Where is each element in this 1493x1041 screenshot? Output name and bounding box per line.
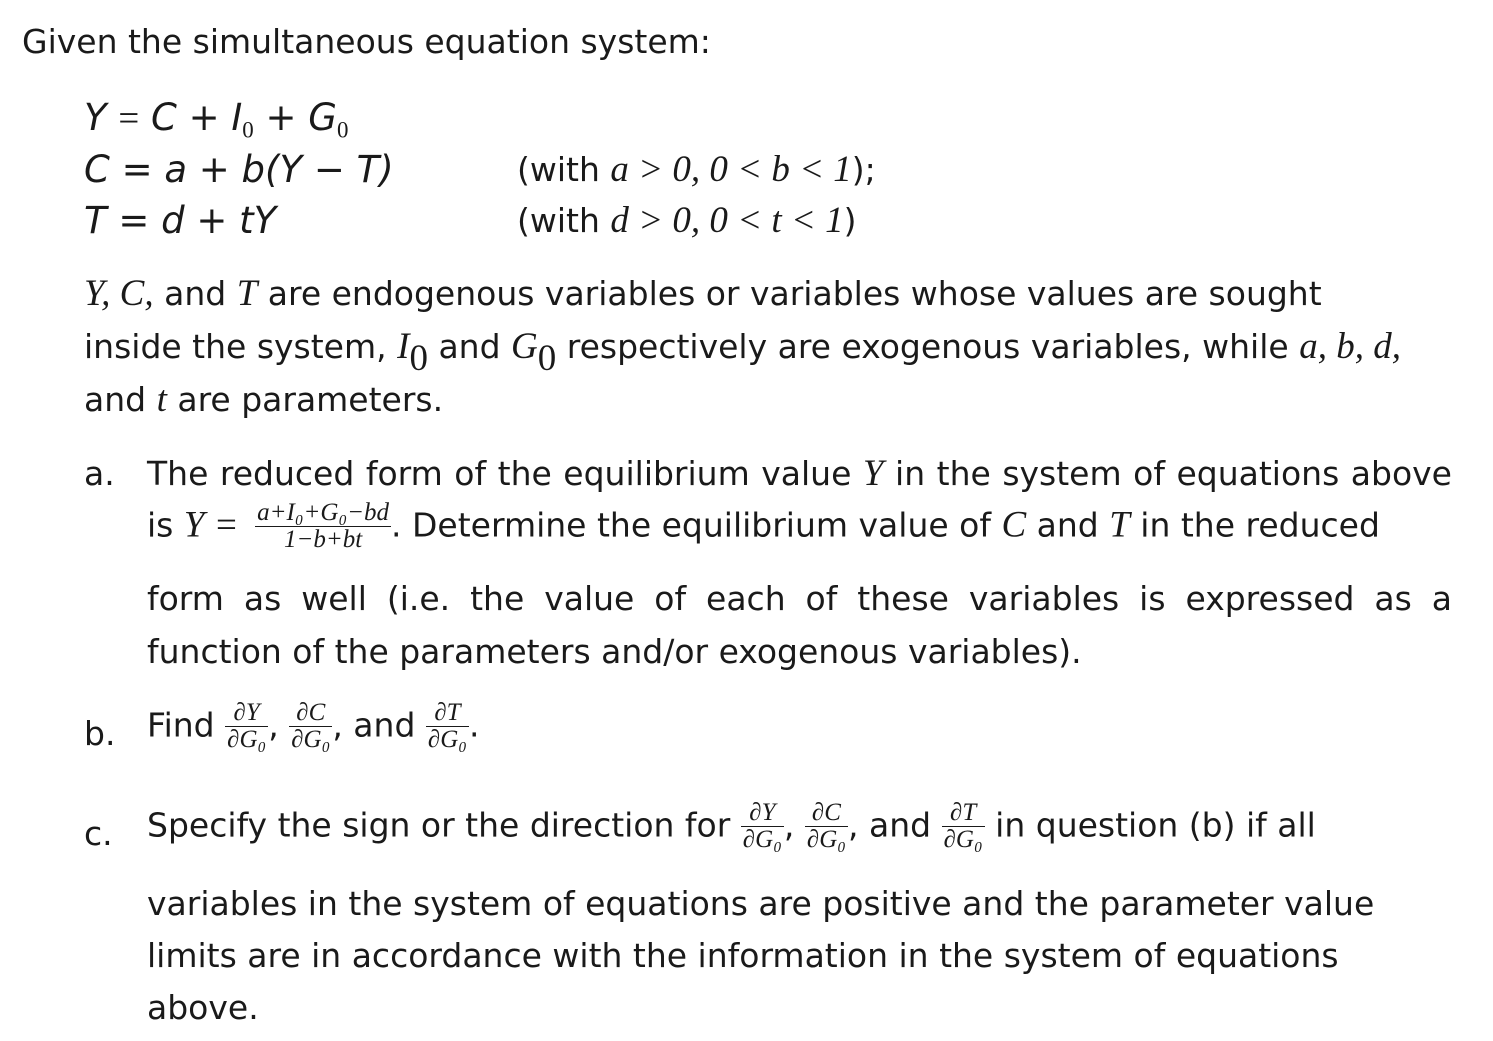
question-c-line-2: variables in the system of equations are positive and the parameter value <box>147 884 1375 923</box>
derivative-c-g0-c: $\frac{\partial C}{\text{∂G₀}}$ <box>806 799 846 854</box>
question-a-line-4: function of the parameters and/or exogenous variables). <box>147 632 1082 671</box>
question-c-line-4: above. <box>147 988 259 1027</box>
question-c-line-3: limits are in accordance with the information in the system of equations <box>147 936 1339 975</box>
description-line-3: and t are parameters. <box>84 379 444 420</box>
question-c-line-1: Specify the sign or the direction for $\frac{\partial Y}{\text{∂G₀}}$ , $\frac{\partial C}{\text{∂G₀}}$ , and $\frac{\partial T}{\text{∂G₀}}$ in question (b) if all <box>147 799 1316 854</box>
intro-text: Given the simultaneous equation system: <box>22 22 711 61</box>
derivative-t-g0-c: $\frac{\partial T}{\text{∂G₀}}$ <box>943 799 983 854</box>
equation-2-condition: (with a > 0, 0 < b < 1); <box>517 149 876 190</box>
equation-3-condition: (with d > 0, 0 < t < 1) <box>517 200 857 241</box>
equation-1: $Y = C + I_0 + G_0$ <box>84 96 349 143</box>
description-line-2: inside the system, $I_0$ and $G_0$ respectively are exogenous variables, while a, b, d, <box>84 326 1401 379</box>
question-a-line-3: form as well (i.e. the value of each of these variables is expressed as a <box>147 579 1452 618</box>
question-b-text: Find $\frac{\partial Y}{\text{∂G₀}}$ , $\frac{\partial C}{\text{∂G₀}}$ , and $\frac{\partial T}{\text{∂G₀}}$ . <box>147 699 480 754</box>
question-a-label: a. <box>84 454 115 493</box>
equation-3: T = d + tY <box>84 199 277 242</box>
question-b-label: b. <box>84 714 116 753</box>
reduced-form-fraction: $\frac{\text{a+I₀+G₀−bd}}{1-b+bt}$ <box>257 499 390 554</box>
description-line-1: Y, C, and T are endogenous variables or variables whose values are sought <box>84 273 1322 314</box>
derivative-c-g0: $\frac{\partial C}{\text{∂G₀}}$ <box>291 699 331 754</box>
question-c-label: c. <box>84 814 113 853</box>
derivative-y-g0: $\frac{\partial Y}{\text{∂G₀}}$ <box>227 699 267 754</box>
derivative-t-g0: $\frac{\partial T}{\text{∂G₀}}$ <box>427 699 467 754</box>
question-a-line-1: The reduced form of the equilibrium value Y in the system of equations above <box>147 453 1452 494</box>
equation-2: C = a + b(Y − T) <box>84 148 394 191</box>
question-a-line-2: is Y = $\frac{\text{a+I₀+G₀−bd}}{1-b+bt}$ . Determine the equilibrium value of C and T in the reduced <box>147 499 1380 554</box>
derivative-y-g0-c: $\frac{\partial Y}{\text{∂G₀}}$ <box>742 799 782 854</box>
